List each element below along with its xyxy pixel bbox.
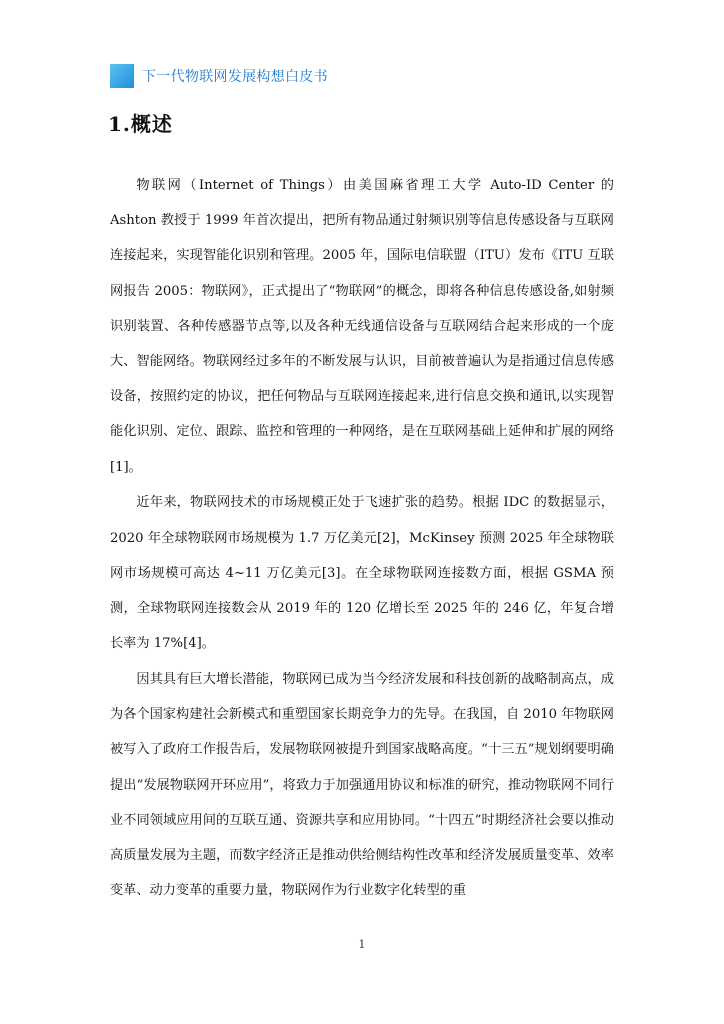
document-title: 下一代物联网发展构想白皮书 [142, 69, 328, 85]
paragraph-3: 因其具有巨大增长潜能，物联网已成为当今经济发展和科技创新的战略制高点，成为各个国家构建社会新模式和重塑国家长期竞争力的先导。在我国，自 2010 年物联网被写入了政府工作报告后，发展物联网被提升到国家战略高度。“十三五”规划纲要明确提出“发展物联网开环应用”，将致力于加强通用协议和标准的研究，推动物联网不同行业不同领域应用间的互联互通、资源共享和应用协同。“十四五”时期经济社会要以推动高质量发展为主题，而数字经济正是推动供给侧结构性改革和经济发展质量变革、效率变革、动力变革的重要力量，物联网作为行业数字化转型的重 [110, 672, 614, 899]
paragraph-2: 近年来，物联网技术的市场规模正处于飞速扩张的趋势。根据 IDC 的数据显示，2020 年全球物联网市场规模为 1.7 万亿美元[2]，McKinsey 预测 2025 年全球物联网市场规模可高达 4~11 万亿美元[3]。在全球物联网连接数方面，根据 GSMA 预测，全球物联网连接数会从 2019 年的 120 亿增长至 2025 年的 246 亿，年复合增长率为 17%[4]。 [110, 495, 614, 652]
body-text [110, 168, 614, 909]
header-square-icon [110, 64, 134, 88]
document-header [110, 64, 328, 88]
paragraph-1: 物联网（Internet of Things）由美国麻省理工大学 Auto-ID Center 的 Ashton 教授于 1999 年首次提出，把所有物品通过射频识别等信息传感设备与互联网连接起来，实现智能化识别和管理。2005 年，国际电信联盟（ITU）发布《ITU 互联网报告 2005：物联网》，正式提出了“物联网”的概念，即将各种信息传感设备,如射频识别装置、各种传感器节点等,以及各种无线通信设备与互联网结合起来形成的一个庞大、智能网络。物联网经过多年的不断发展与认识，目前被普遍认为是指通过信息传感设备，按照约定的协议，把任何物品与互联网连接起来,进行信息交换和通讯,以实现智能化识别、定位、跟踪、监控和管理的一种网络，是在互联网基础上延伸和扩展的网络[1]。 [110, 178, 614, 475]
page-number: 1 [358, 938, 366, 951]
section-heading: 1.概述 [108, 112, 173, 136]
